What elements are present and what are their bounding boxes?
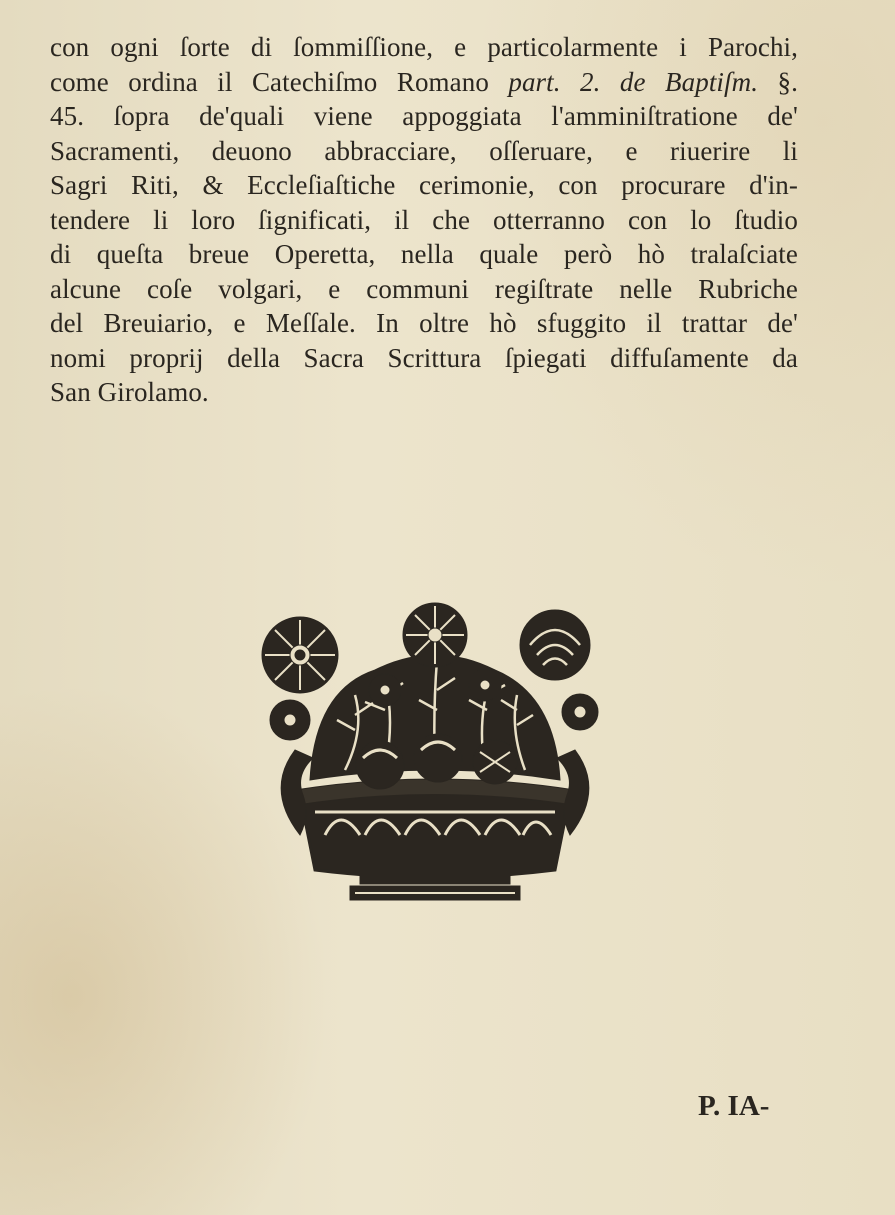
catchword: P. IA- [698, 1090, 770, 1122]
italic-reference: part. 2. de Baptiſm. [508, 66, 759, 97]
body-text [50, 30, 798, 410]
text-line: 45. ſopra de'quali viene appoggiata l'amminiſtratione de' [50, 101, 798, 131]
text-line: di queſta breue Operetta, nella quale però hò tralaſciate [50, 239, 798, 269]
text-line: come ordina il Catechiſmo Romano part. 2. de Baptiſm. §. [50, 66, 798, 97]
woodcut-flower-basket-icon [255, 600, 615, 910]
text-line: con ogni ſorte di ſommiſſione, e particolarmente i Parochi, [50, 32, 798, 62]
text-line: alcune coſe volgari, e communi regiſtrate nelle Rubriche [50, 273, 798, 304]
text-line: Sagri Riti, & Eccleſiaſtiche cerimonie, con procurare d'in- [50, 170, 798, 200]
text-line-last: San Girolamo. [50, 377, 209, 407]
text-line: del Breuiario, e Meſſale. In oltre hò sfuggito il trattar de' [50, 308, 798, 338]
text-line: tendere li loro ſignificati, il che otterranno con lo ſtudio [50, 204, 798, 235]
text-line: nomi proprij della Sacra Scrittura ſpiegati diffuſamente da [50, 342, 798, 373]
text-line: Sacramenti, deuono abbracciare, oſſeruare, e riuerire li [50, 135, 798, 166]
